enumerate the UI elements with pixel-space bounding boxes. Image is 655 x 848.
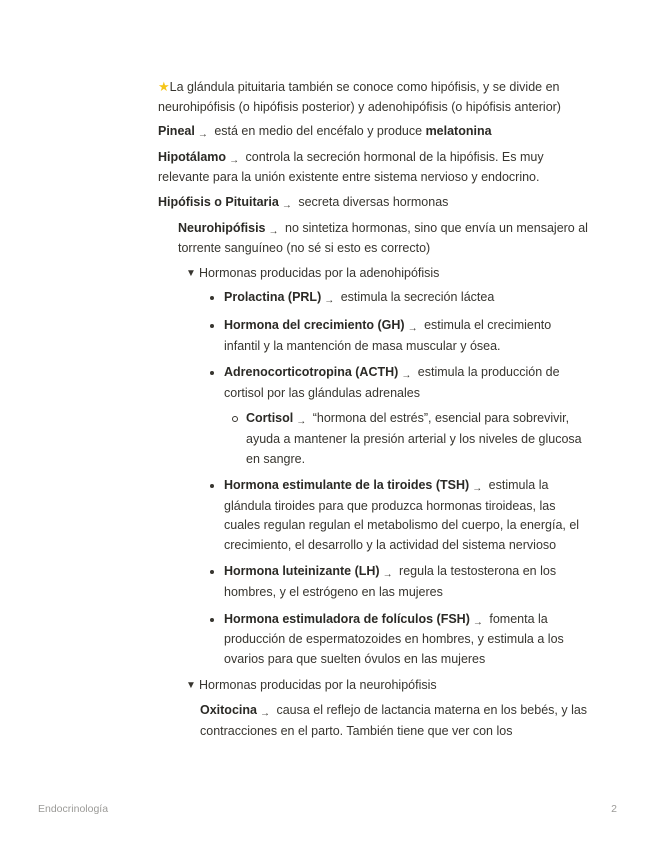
hormone-text: regula la testosterona en los hombres, y el estrógeno en las mujeres [224, 564, 557, 600]
cortisol-term: Cortisol [246, 411, 294, 426]
hipofisis-term: Hipófisis o Pituitaria [158, 194, 279, 209]
hormone-text: estimula el crecimiento infantil y la mantención de masa muscular y ósea. [224, 317, 552, 353]
toggle-triangle-icon[interactable]: ▼ [186, 267, 196, 279]
hormone-text: estimula la producción de cortisol por las glándulas adrenales [224, 365, 560, 400]
acth-sub-list [246, 409, 588, 469]
pineal-term: Pineal [158, 124, 195, 139]
list-item [224, 363, 588, 469]
list-item [246, 409, 588, 469]
list-item [224, 476, 588, 555]
intro-text: La glándula pituitaria también se conoce como hipófisis, y se divide en neurohipófisis (o hipófisis posterior) y adenohipófisis (o hipófisis anterior) [158, 80, 561, 114]
document-page [158, 77, 588, 746]
neurohipofisis-paragraph [178, 219, 588, 259]
neurohipofisis-term: Neurohipófisis [178, 220, 266, 235]
toggle-adeno-label: Hormonas producidas por la adenohipófisis [199, 265, 440, 280]
adeno-hormone-list [224, 288, 588, 669]
arrow-icon: → [281, 199, 292, 211]
hormone-term: Hormona luteinizante (LH) [224, 564, 380, 579]
hormone-term: Hormona estimuladora de folículos (FSH) [224, 611, 470, 626]
hipofisis-paragraph [158, 193, 588, 214]
arrow-icon: → [229, 154, 240, 166]
toggle-neurohipofisis[interactable] [186, 676, 588, 696]
footer-page-number: 2 [611, 803, 617, 815]
star-icon: ★ [158, 79, 170, 94]
arrow-icon: → [296, 416, 307, 428]
arrow-icon: → [401, 370, 412, 382]
hipotalamo-term: Hipotálamo [158, 149, 227, 164]
arrow-icon: → [472, 616, 483, 628]
hormone-term: Hormona estimulante de la tiroides (TSH) [224, 478, 470, 493]
hormone-text: fomenta la producción de espermatozoides en hombres, y estimula a los ovarios para que suelten óvulos en las mujeres [224, 611, 564, 666]
arrow-icon: → [472, 483, 483, 495]
toggle-triangle-icon[interactable]: ▼ [186, 680, 196, 692]
arrow-icon: → [382, 569, 393, 581]
list-item [224, 562, 588, 602]
arrow-icon: → [407, 322, 418, 334]
list-item [224, 288, 588, 309]
hormone-text: estimula la glándula tiroides para que produzca hormonas tiroideas, las cuales regulan regulan el metabolismo del cuerpo, la energía, el crecimiento, el desarrollo y la actividad del sistema nervioso [224, 478, 580, 552]
hipofisis-text: secreta diversas hormonas [298, 194, 449, 209]
list-item [224, 610, 588, 670]
pineal-bold: melatonina [425, 124, 492, 139]
arrow-icon: → [268, 225, 279, 237]
hormone-text: estimula la secreción láctea [340, 290, 495, 305]
intro-paragraph [158, 77, 588, 117]
hipotalamo-paragraph [158, 148, 588, 188]
list-item [224, 316, 588, 356]
arrow-icon: → [324, 295, 335, 307]
toggle-adenohipofisis[interactable] [186, 264, 588, 284]
oxitocina-paragraph [200, 701, 588, 741]
arrow-icon: → [259, 708, 270, 720]
hipotalamo-text: controla la secreción hormonal de la hipófisis. Es muy relevante para la unión existente entre sistema nervioso y endocrino. [158, 149, 544, 185]
neurohipofisis-text: no sintetiza hormonas, sino que envía un mensajero al torrente sanguíneo (no sé si esto es correcto) [178, 220, 588, 256]
hormone-term: Prolactina (PRL) [224, 290, 322, 305]
cortisol-text: “hormona del estrés”, esencial para sobrevivir, ayuda a mantener la presión arterial y los niveles de glucosa en sangre. [246, 411, 582, 466]
pineal-paragraph [158, 122, 588, 143]
oxitocina-term: Oxitocina [200, 703, 257, 718]
oxitocina-text: causa el reflejo de lactancia materna en los bebés, y las contracciones en el parto. También tiene que ver con los [200, 703, 588, 738]
hormone-term: Adrenocorticotropina (ACTH) [224, 365, 399, 380]
footer-title: Endocrinología [38, 803, 109, 815]
arrow-icon: → [197, 129, 208, 141]
pineal-text: está en medio del encéfalo y produce [214, 124, 426, 139]
toggle-neuro-label: Hormonas producidas por la neurohipófisis [199, 678, 437, 693]
hormone-term: Hormona del crecimiento (GH) [224, 317, 405, 332]
